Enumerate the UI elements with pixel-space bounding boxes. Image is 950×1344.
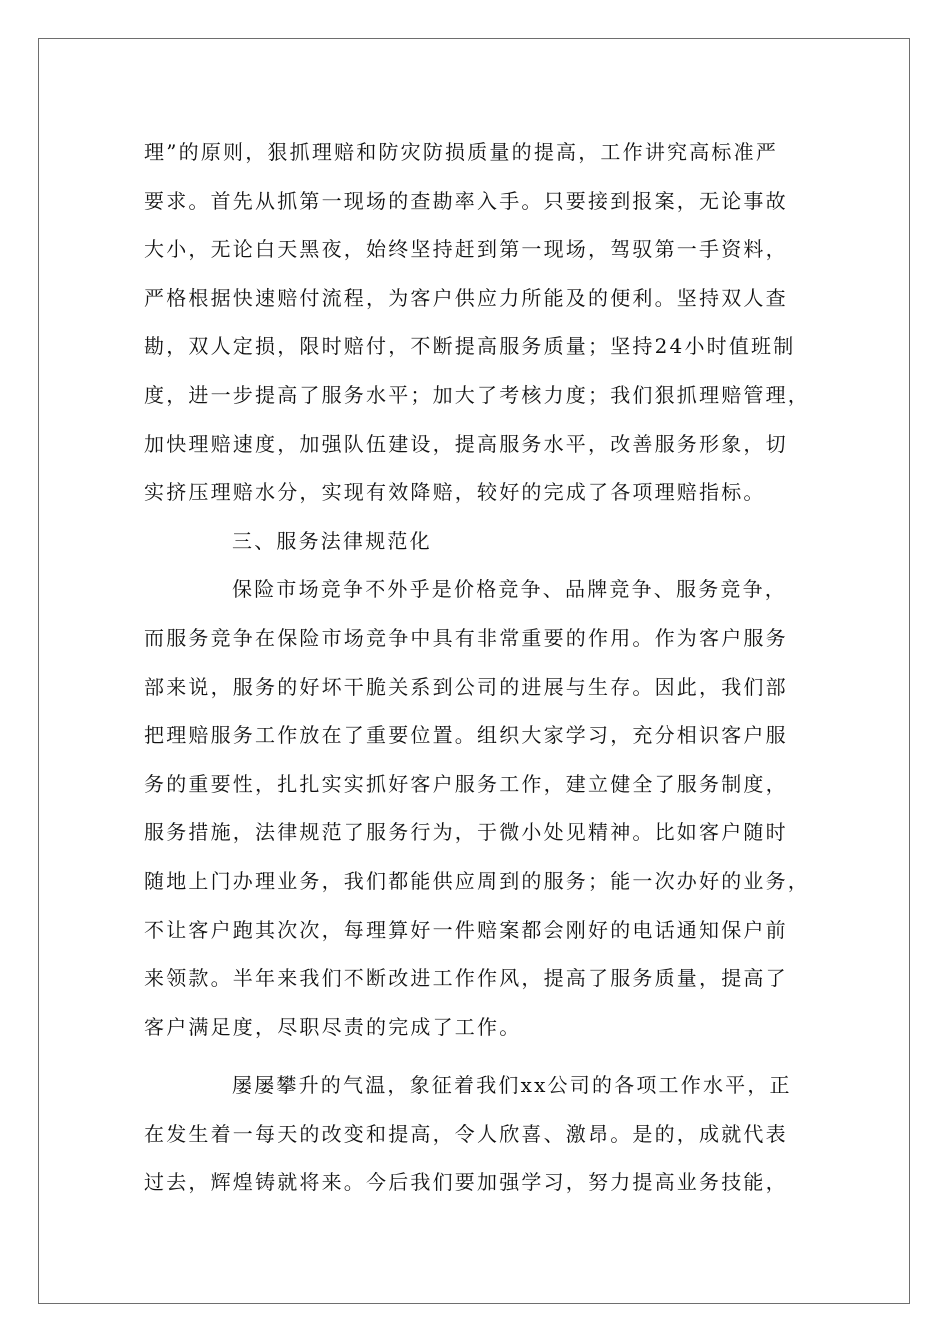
text-line: 度，进一步提高了服务水平；加大了考核力度；我们狠抓理赔管理， — [144, 382, 810, 407]
text-line: 服务措施，法律规范了服务行为，于微小处见精神。比如客户随时 — [144, 820, 788, 845]
text-line: 而服务竞争在保险市场竞争中具有非常重要的作用。作为客户服务 — [144, 625, 788, 650]
text-line: 在发生着一每天的改变和提高，令人欣喜、激昂。是的，成就代表 — [144, 1121, 788, 1146]
text-line: 勘，双人定损，限时赔付，不断提高服务质量；坚持24小时值班制 — [144, 334, 796, 359]
text-line: 屡屡攀升的气温，象征着我们xx公司的各项工作水平，正 — [232, 1073, 792, 1098]
text-line: 把理赔服务工作放在了重要位置。组织大家学习，充分相识客户服 — [144, 723, 788, 748]
text-line: 要求。首先从抓第一现场的查勘率入手。只要接到报案，无论事故 — [144, 188, 788, 213]
text-line: 不让客户跑其次次，每理算好一件赔案都会刚好的电话通知保户前 — [144, 917, 788, 942]
text-line: 实挤压理赔水分，实现有效降赔，较好的完成了各项理赔指标。 — [144, 480, 766, 505]
text-line: 部来说，服务的好坏干脆关系到公司的进展与生存。因此，我们部 — [144, 674, 788, 699]
document-body — [144, 128, 816, 1207]
text-line: 加快理赔速度，加强队伍建设，提高服务水平，改善服务形象，切 — [144, 431, 788, 456]
text-line: 大小，无论白天黑夜，始终坚持赶到第一现场，驾驭第一手资料， — [144, 237, 788, 262]
text-line: 随地上门办理业务，我们都能供应周到的服务；能一次办好的业务， — [144, 868, 810, 893]
text-line: 保险市场竞争不外乎是价格竞争、品牌竞争、服务竞争， — [232, 577, 787, 602]
text-line: 来领款。半年来我们不断改进工作作风，提高了服务质量，提高了 — [144, 966, 788, 991]
text-line: 过去，辉煌铸就将来。今后我们要加强学习，努力提高业务技能， — [144, 1170, 788, 1195]
text-line: 客户满足度，尽职尽责的完成了工作。 — [144, 1014, 522, 1039]
text-line: 严格根据快速赔付流程，为客户供应力所能及的便利。坚持双人查 — [144, 285, 788, 310]
text-line: 理”的原则，狠抓理赔和防灾防损质量的提高，工作讲究高标准严 — [144, 140, 779, 164]
text-line: 务的重要性，扎扎实实抓好客户服务工作，建立健全了服务制度， — [144, 771, 788, 796]
section-heading: 三、服务法律规范化 — [232, 528, 432, 553]
